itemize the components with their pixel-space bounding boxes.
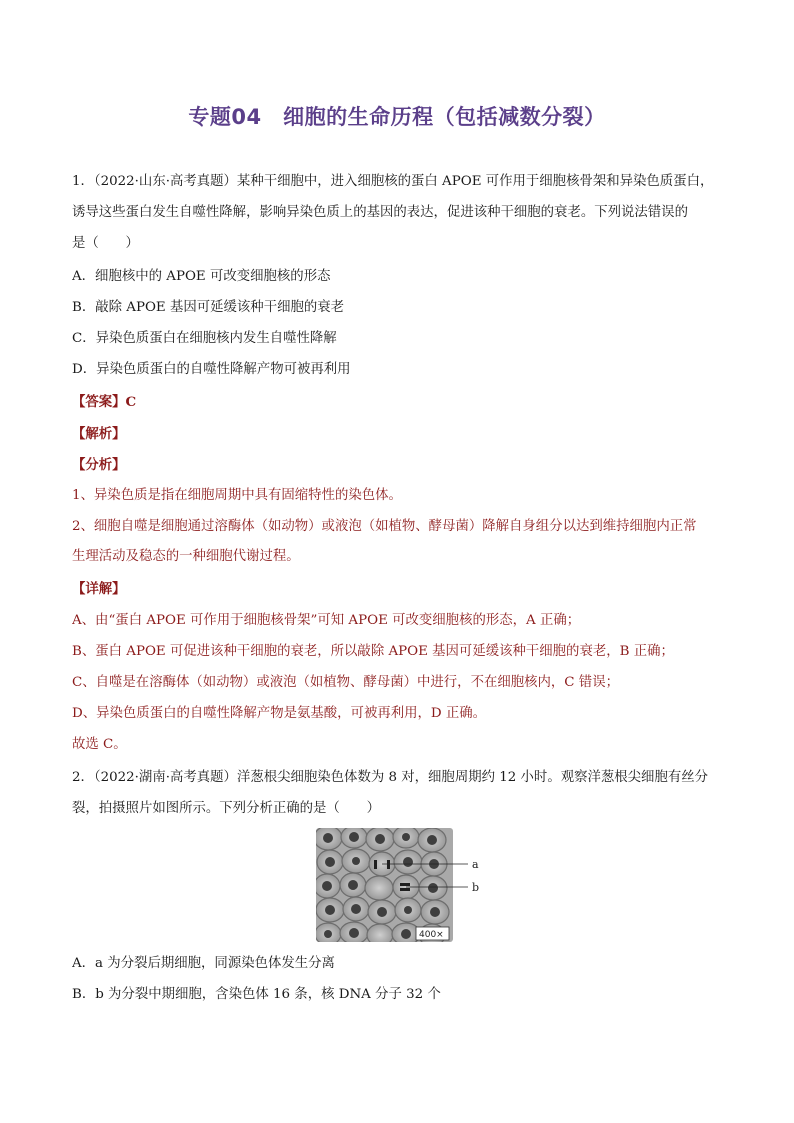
micrograph-figure	[316, 828, 486, 942]
q1-stem-line-1: 1．（2022·山东·高考真题）某种干细胞中，进入细胞核的蛋白 APOE 可作用于细胞核骨架和异染色质蛋白，	[72, 174, 714, 189]
q1-fenxi-line-2: 2、细胞自噬是细胞通过溶酶体（如动物）或液泡（如植物、酵母菌）降解自身组分以达到维持细胞内正常	[72, 519, 697, 534]
q1-stem-line-3: 是（ ）	[72, 236, 139, 251]
page-title: 专题04 细胞的生命历程（包括减数分裂）	[188, 105, 606, 129]
figure-label-b: b	[472, 881, 480, 894]
figure-magnification: 400×	[419, 930, 444, 940]
q2-stem-line-1: 2．（2022·湖南·高考真题）洋葱根尖细胞染色体数为 8 对，细胞周期约 12 小时。观察洋葱根尖细胞有丝分	[72, 770, 709, 785]
micrograph-photo	[316, 828, 453, 942]
q1-jiexi-label: 【解析】	[72, 426, 126, 442]
q1-conclusion: 故选 C。	[72, 737, 127, 752]
q2-option-b: B．b 为分裂中期细胞，含染色体 16 条，核 DNA 分子 32 个	[72, 987, 441, 1002]
q1-xiangjie-line-a: A、由“蛋白 APOE 可作用于细胞核骨架”可知 APOE 可改变细胞核的形态，A 正确；	[72, 613, 581, 628]
q1-xiangjie-label: 【详解】	[72, 581, 126, 597]
q1-option-b: B．敲除 APOE 基因可延缓该种干细胞的衰老	[72, 300, 345, 315]
q1-stem-line-2: 诱导这些蛋白发生自噬性降解，影响异染色质上的基因的表达，促进该种干细胞的衰老。下列说法错误的	[72, 205, 688, 220]
q1-xiangjie-line-b: B、蛋白 APOE 可促进该种干细胞的衰老，所以敲除 APOE 基因可延缓该种干细胞的衰老，B 正确；	[72, 644, 674, 659]
q1-option-c: C．异染色质蛋白在细胞核内发生自噬性降解	[72, 331, 337, 346]
q1-option-d: D．异染色质蛋白的自噬性降解产物可被再利用	[72, 362, 351, 377]
q1-answer: 【答案】C	[72, 394, 137, 410]
q2-option-a: A．a 为分裂后期细胞，同源染色体发生分离	[72, 956, 335, 971]
q2-stem-line-2: 裂，拍摄照片如图所示。下列分析正确的是（ ）	[72, 801, 380, 816]
q1-fenxi-line-1: 1、异染色质是指在细胞周期中具有固缩特性的染色体。	[72, 488, 402, 503]
q1-xiangjie-line-c: C、自噬是在溶酶体（如动物）或液泡（如植物、酵母菌）中进行，不在细胞核内，C 错误；	[72, 675, 619, 690]
q1-xiangjie-line-d: D、异染色质蛋白的自噬性降解产物是氨基酸，可被再利用，D 正确。	[72, 706, 487, 721]
q1-fenxi-line-3: 生理活动及稳态的一种细胞代谢过程。	[72, 549, 300, 564]
q1-option-a: A．细胞核中的 APOE 可改变细胞核的形态	[72, 269, 331, 284]
figure-label-a: a	[472, 858, 479, 871]
q1-fenxi-label: 【分析】	[72, 457, 126, 473]
